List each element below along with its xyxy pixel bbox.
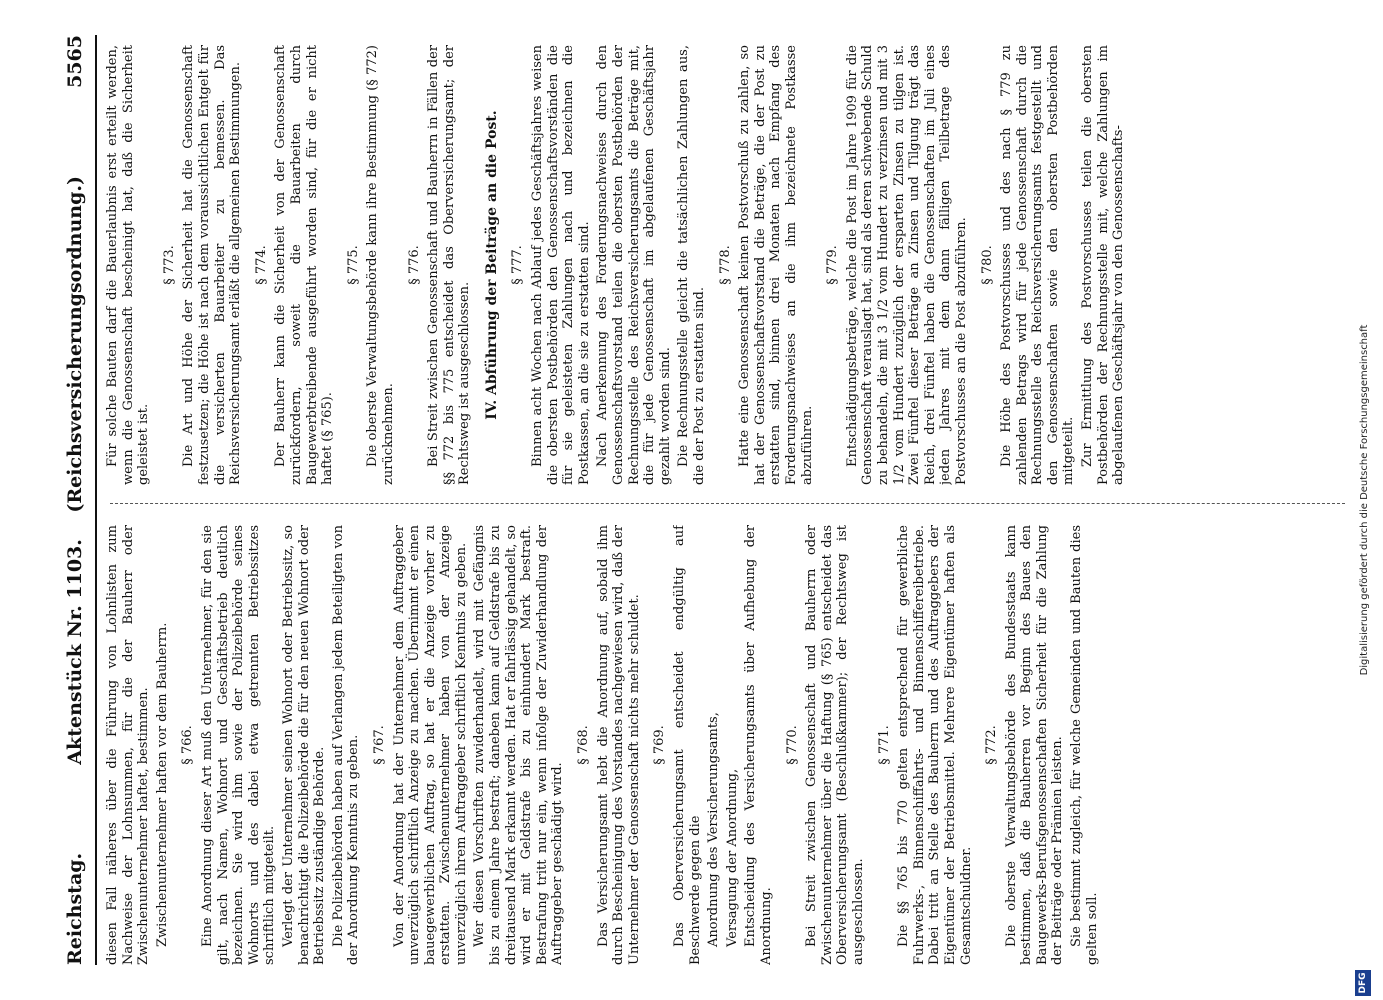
page-number: 5565: [64, 35, 86, 88]
paragraph: Die §§ 765 bis 770 gelten entsprechend für gewerbliche Fuhrwerks-, Binnenschiffahrts- und Binnenschiffereibetriebe. Dabei tritt an Stelle des Bauherrn und des Auftraggebers der Eigentümer der Betriebsmittel. Mehrere Eigentümer haften als Gesamtschuldner.: [896, 525, 974, 965]
paragraph: Entschädigungsbeträge, welche die Post im Jahre 1909 für die Genossenschaft verauslagt hat, sind als deren schwebende Schuld zu behandeln, die mit 3 1/2 vom Hundert zu verzinsen und mit 3 1/2 vom Hundert zuzüglich der ersparten Zinsen zu tilgen ist. Zwei Fünftel dieser Beträge an Zinsen und Tilgung trägt das Reich, drei Fünftel haben die Genossenschaften im Juli eines jeden Jahres mit dem dann fälligen Teilbetrage des Postvorschusses an die Post abzuführen.: [844, 45, 969, 485]
section-heading: § 766.: [180, 725, 196, 765]
digitization-credit: Digitalisierung gefördert durch die Deutsche Forschungsgemeinschaft: [1358, 324, 1370, 676]
section-heading: § 776.: [406, 245, 422, 285]
paragraph: Für solche Bauten darf die Bauerlaubnis erst erteilt werden, wenn die Genossenschaft bescheinigt hat, daß die Sicherheit geleistet ist.: [105, 45, 152, 485]
paragraph: Bei Streit zwischen Genossenschaft und Bauherrn oder Zwischenunternehmer über die Haftung (§ 765) entscheidet das Oberversicherungsamt (Beschlußkammer); der Rechtsweg ist ausgeschlossen.: [804, 525, 866, 965]
paragraph: Von der Anordnung hat der Unternehmer dem Auftraggeber unverzüglich schriftlich Anzeige zu machen. Übernimmt er einen bauegewerblichen Auftrag, so hat er die Anzeige vorher zu erstatten. Zwischenunternehmer haben von der Anzeige unverzüglich ihrem Auftraggeber schriftlich Kenntnis zu geben.: [391, 525, 469, 965]
section-heading: § 774.: [253, 245, 269, 285]
paragraph: Die Rechnungsstelle gleicht die tatsächlichen Zahlungen aus, die der Post zu erstatten sind.: [676, 45, 707, 485]
section-heading: § 775.: [345, 245, 361, 285]
paragraph: Der Bauherr kann die Sicherheit von der Genossenschaft zurückfordern, soweit die Bauarbeiten durch Baugewerbtreibende ausgeführt worden sind, für die er nicht haftet (§ 765).: [273, 45, 336, 485]
left-column: [105, 525, 1355, 965]
paragraph: Verlegt der Unternehmer seinen Wohnort oder Betriebssitz, so benachrichtigt die Polizeibehörde die für den neuen Wohnort oder Betriebssitz zuständige Behörde.: [280, 525, 328, 965]
paragraph: Zur Ermittlung des Postvorschusses teilen die obersten Postbehörden der Rechnungsstelle mit, welche Zahlungen im abgelaufenen Geschäftsjahr von den Genossenschafts-: [1080, 45, 1127, 485]
section-heading: § 773.: [161, 245, 177, 285]
section-heading: § 779.: [825, 245, 841, 285]
section-heading: § 778.: [717, 245, 733, 285]
dfg-logo: DFG: [1355, 970, 1371, 996]
paragraph: Bei Streit zwischen Genossenschaft und Bauherrn in Fällen der §§ 772 bis 775 entscheidet das Oberversicherungsamt; der Rechtsweg ist ausgeschlossen.: [426, 45, 473, 485]
paragraph: Hatte eine Genossenschaft keinen Postvorschuß zu zahlen, so hat der Genossenschaftsvorstand die Beträge, die der Post zu erstatten sind, binnen drei Monaten nach Empfang des Forderungsnachweises an die ihm bezeichnete Postkasse abzuführen.: [737, 45, 815, 485]
right-column: [105, 45, 1355, 485]
header-middle: Aktenstück Nr. 1103.: [64, 539, 86, 765]
section-heading: § 771.: [876, 725, 892, 765]
paragraph: Binnen acht Wochen nach Ablauf jedes Geschäftsjahres weisen die obersten Postbehörden den Genossenschaftsvorständen die für sie geleisteten Zahlungen nach und bezeichnen die Postkassen, an die sie zu erstatten sind.: [530, 45, 592, 485]
paragraph: diesen Fall näheres über die Führung von Lohnlisten zum Nachweise der Lohnsummen, für die der Bauherr oder Zwischenunternehmer haftet, bestimmen.: [105, 525, 152, 965]
paragraph: Das Versicherungsamt hebt die Anordnung auf, sobald ihm durch Bescheinigung des Vorstandes nachgewiesen wird, daß der Unternehmer der Genossenschaft nichts mehr schuldet.: [595, 525, 642, 965]
paragraph: Nach Anerkennung des Forderungsnachweises durch den Genossenschaftsvorstand teilen die obersten Postbehörden der Rechnungsstelle des Reichsversicherungsamts die Beträge mit, die für jede Genossenschaft im abgelaufenen Geschäftsjahr gezahlt worden sind.: [595, 45, 673, 485]
section-heading: § 780.: [979, 245, 995, 285]
paragraph: Das Oberversicherungsamt entscheidet endgültig auf Beschwerde gegen die: [672, 525, 703, 965]
header-left: Reichstag.: [64, 852, 86, 965]
paragraph: Eine Anordnung dieser Art muß den Unternehmer, für den sie gilt, nach Namen, Wohnort und Geschäftsbetrieb deutlich bezeichnen. Sie wird ihm sowie der Polizeibehörde seines Wohnorts und des dabei etwa getrennten Betriebssitzes schriftlich mitgeteilt.: [199, 525, 278, 965]
paragraph: Die Polizeibehörden haben auf Verlangen jedem Beteiligten von der Anordnung Kenntnis zu geben.: [330, 525, 362, 965]
paragraph: Entscheidung des Versicherungsamts über Aufhebung der Anordnung.: [743, 525, 774, 965]
paragraph: Sie bestimmt zugleich, für welche Gemeinden und Bauten dies gelten soll.: [1069, 525, 1100, 965]
header-title: [64, 88, 86, 853]
section-heading: § 772.: [984, 725, 1000, 765]
chapter-heading: IV. Abführung der Beiträge an die Post.: [483, 110, 500, 420]
column-divider: [110, 503, 1345, 504]
page-header: [55, 35, 97, 965]
section-heading: § 777.: [510, 245, 526, 285]
paragraph: Die oberste Verwaltungsbehörde kann ihre Bestimmung (§ 772) zurücknehmen.: [365, 45, 396, 485]
paragraph: Versagung der Anordnung,: [724, 768, 740, 947]
section-heading: § 767.: [371, 725, 387, 765]
paragraph: Die Höhe des Postvorschusses und des nach § 779 zu zahlenden Betrags wird für jede Genossenschaft durch die Rechnungsstelle des Reichsversicherungsamts festgestellt und den Genossenschaften sowie den obersten Postbehörden mitgeteilt.: [999, 45, 1077, 485]
header-subtitle: (Reichsversicherungsordnung.): [64, 176, 86, 513]
section-heading: § 770.: [784, 725, 800, 765]
paragraph: Anordnung des Versicherungsamts,: [706, 712, 722, 947]
paragraph: Wer diesen Vorschriften zuwiderhandelt, wird mit Gefängnis bis zu einem Jahre bestraft; daneben kann auf Geldstrafe bis zu dreitausend Mark erkannt werden. Hat er fahrlässig gehandelt, so wird er mit Geldstrafe bis zu einhundert Mark bestraft. Bestrafung tritt nur ein, wenn infolge der Zuwiderhandlung der Auftraggeber geschädigt wird.: [472, 525, 566, 965]
paragraph: Zwischenunternehmer haften vor dem Bauherrn.: [154, 622, 170, 947]
paragraph: Die Art und Höhe der Sicherheit hat die Genossenschaft festzusetzen; die Höhe ist nach dem voraussichtlichen Entgelt für die versicherten Bauarbeiter zu bemessen. Das Reichsversicherungsamt erläßt die allgemeinen Bestimmungen.: [181, 45, 244, 485]
section-heading: § 769.: [652, 725, 668, 765]
paragraph: Die oberste Verwaltungsbehörde des Bundesstaats kann bestimmen, daß die Bauherren vor Beginn des Baues den Baugewerks-Berufsgenossenschaften Sicherheit für die Zahlung der Beiträge oder Prämien leisten.: [1003, 525, 1066, 965]
section-heading: § 768.: [576, 725, 592, 765]
